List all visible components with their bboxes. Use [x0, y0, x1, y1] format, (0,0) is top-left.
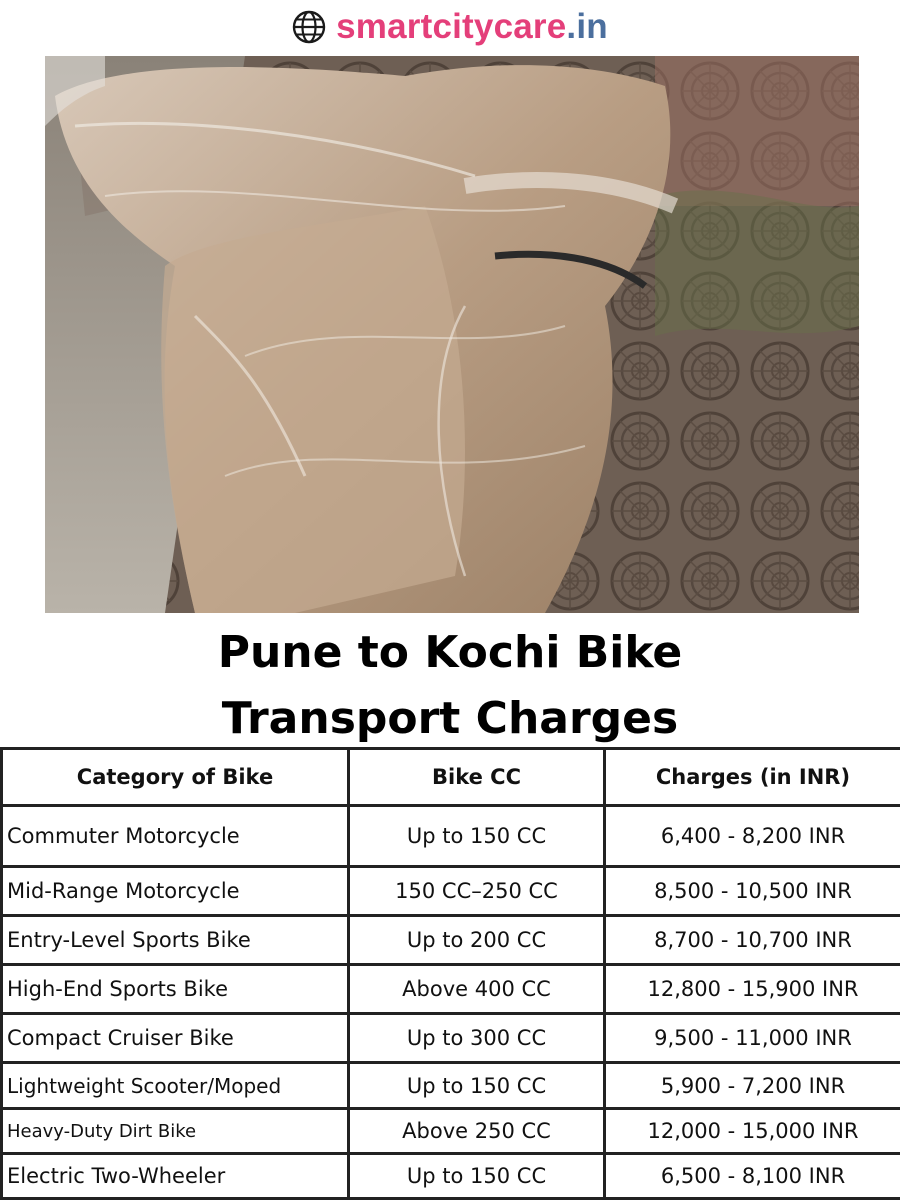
- table-row: [2, 867, 900, 916]
- charges-cell: 9,500 - 11,000 INR: [605, 1014, 900, 1063]
- charges-cell: 12,000 - 15,000 INR: [605, 1109, 900, 1154]
- charges-cell: 12,800 - 15,900 INR: [605, 965, 900, 1014]
- column-header-category: Category of Bike: [2, 749, 349, 806]
- table-row: [2, 1109, 900, 1154]
- page-title: [0, 620, 900, 752]
- bike-category-cell: Compact Cruiser Bike: [2, 1014, 349, 1063]
- charges-cell: 6,500 - 8,100 INR: [605, 1154, 900, 1199]
- table-row: [2, 965, 900, 1014]
- charges-cell: 5,900 - 7,200 INR: [605, 1063, 900, 1109]
- charges-cell: 8,500 - 10,500 INR: [605, 867, 900, 916]
- page-title-line-2: Transport Charges: [221, 693, 679, 744]
- bike-category-cell: Lightweight Scooter/Moped: [2, 1063, 349, 1109]
- bike-category-cell: High-End Sports Bike: [2, 965, 349, 1014]
- column-header-charges: Charges (in INR): [605, 749, 900, 806]
- table-row: [2, 916, 900, 965]
- table-row: [2, 1014, 900, 1063]
- site-branding: [0, 4, 900, 50]
- bike-cc-cell: Above 250 CC: [349, 1109, 605, 1154]
- bike-category-cell: Heavy-Duty Dirt Bike: [2, 1109, 349, 1154]
- bike-category-cell: Entry-Level Sports Bike: [2, 916, 349, 965]
- wrapped-bike-photo: [45, 56, 859, 613]
- bike-cc-cell: Up to 300 CC: [349, 1014, 605, 1063]
- bike-cc-cell: Up to 150 CC: [349, 806, 605, 867]
- charges-cell: 8,700 - 10,700 INR: [605, 916, 900, 965]
- charges-cell: 6,400 - 8,200 INR: [605, 806, 900, 867]
- bike-cc-cell: Above 400 CC: [349, 965, 605, 1014]
- bike-cc-cell: Up to 150 CC: [349, 1154, 605, 1199]
- table-row: [2, 1154, 900, 1199]
- bike-category-cell: Mid-Range Motorcycle: [2, 867, 349, 916]
- bike-cc-cell: 150 CC–250 CC: [349, 867, 605, 916]
- table-row: [2, 806, 900, 867]
- table-header-row: [2, 749, 900, 806]
- bike-category-cell: Electric Two-Wheeler: [2, 1154, 349, 1199]
- site-name: [336, 7, 608, 47]
- site-name-tld: .in: [566, 7, 608, 46]
- column-header-cc: Bike CC: [349, 749, 605, 806]
- bike-cc-cell: Up to 150 CC: [349, 1063, 605, 1109]
- page-title-line-1: Pune to Kochi Bike: [217, 627, 683, 678]
- table-row: [2, 1063, 900, 1109]
- transport-charges-table: [0, 747, 900, 1200]
- bike-cc-cell: Up to 200 CC: [349, 916, 605, 965]
- site-name-main: smartcitycare: [336, 7, 567, 46]
- globe-icon: [292, 10, 326, 44]
- bike-category-cell: Commuter Motorcycle: [2, 806, 349, 867]
